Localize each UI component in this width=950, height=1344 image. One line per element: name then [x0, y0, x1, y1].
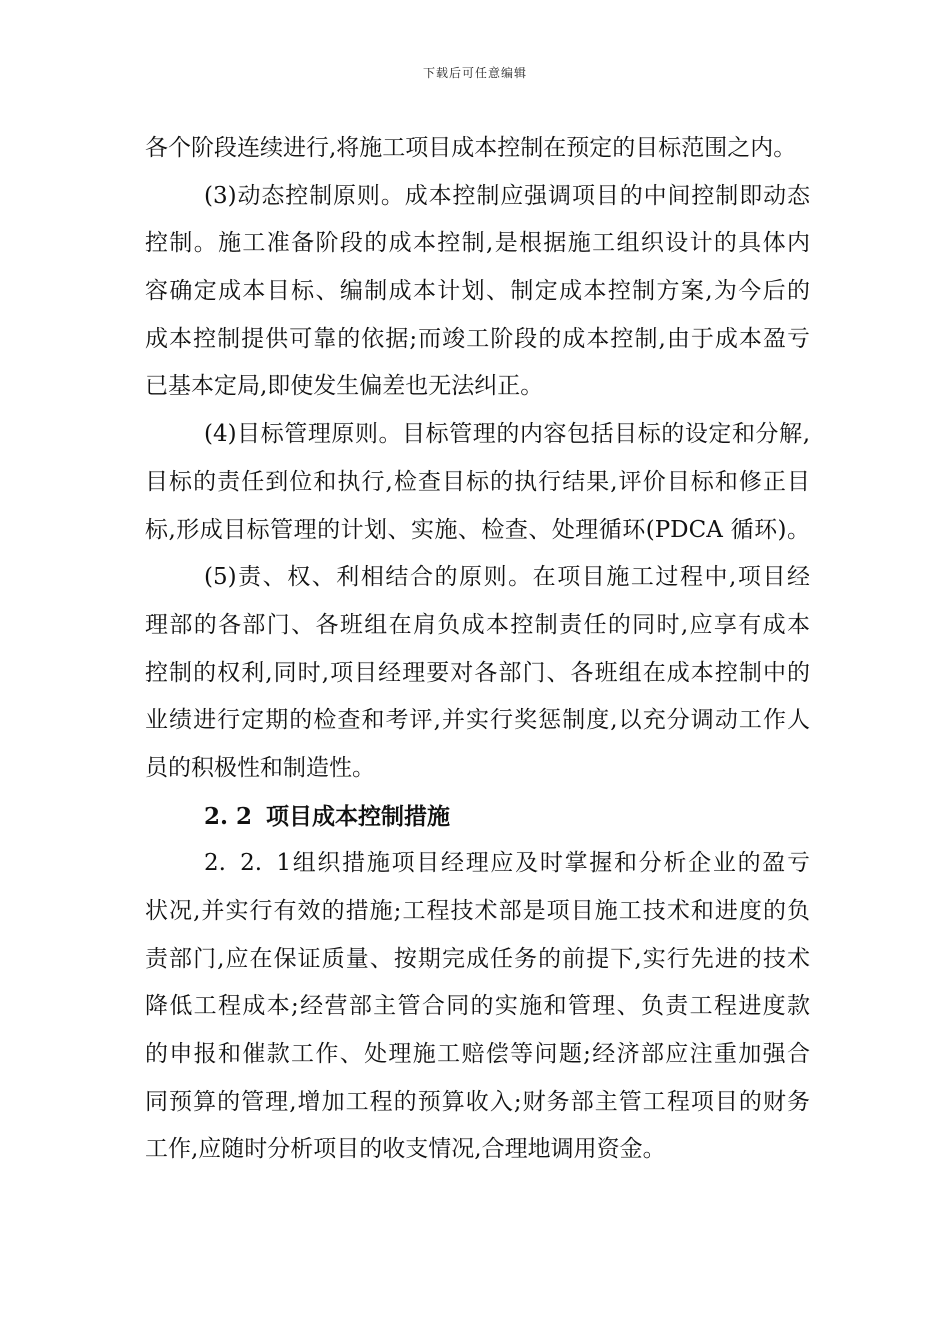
section-heading — [145, 793, 810, 841]
paragraph-line: 成本控制提供可靠的依据;而竣工阶段的成本控制,由于成本盈亏 — [145, 325, 810, 352]
paragraph-line: 目标的责任到位和执行,检查目标的执行结果,评价目标和修正目 — [145, 468, 810, 495]
paragraph-line: 控制的权利,同时,项目经理要对各部门、各班组在成本控制中的 — [145, 659, 810, 686]
paragraph-line: 责部门,应在保证质量、按期完成任务的前提下,实行先进的技术 — [145, 945, 810, 972]
paragraph-line: (4)目标管理原则。目标管理的内容包括目标的设定和分解, — [204, 421, 810, 448]
subsection-number: 2. 2. 1 — [204, 850, 291, 877]
section-title: 项目成本控制措施 — [266, 802, 450, 830]
paragraph-line: 各个阶段连续进行,将施工项目成本控制在预定的目标范围之内。 — [145, 135, 797, 161]
paragraph-line: 容确定成本目标、编制成本计划、制定成本控制方案,为今后的 — [145, 278, 810, 305]
paragraph-line: 控制。施工准备阶段的成本控制,是根据施工组织设计的具体内 — [145, 230, 810, 257]
subsection-first-line: 组织措施项目经理应及时掌握和分析企业的盈亏 — [291, 850, 810, 877]
paragraph-responsibility — [145, 554, 810, 792]
paragraph-dynamic-control — [145, 173, 810, 411]
paragraph-target-management — [145, 411, 810, 554]
paragraph-line: (3)动态控制原则。成本控制应强调项目的中间控制即动态 — [204, 182, 810, 209]
paragraph-line: 员的积极性和制造性。 — [145, 754, 375, 781]
paragraph-line — [145, 840, 810, 888]
paragraph-line: 的申报和催款工作、处理施工赔偿等问题;经济部应注重加强合 — [145, 1041, 810, 1068]
paragraph-line: 状况,并实行有效的措施;工程技术部是项目施工技术和进度的负 — [145, 898, 810, 924]
page-header: 下载后可任意编辑 — [422, 66, 527, 80]
paragraph-line: 降低工程成本;经营部主管合同的实施和管理、负责工程进度款 — [145, 993, 810, 1020]
paragraph-line: 业绩进行定期的检查和考评,并实行奖惩制度,以充分调动工作人 — [145, 707, 810, 734]
paragraph-line: 工作,应随时分析项目的收支情况,合理地调用资金。 — [145, 1136, 666, 1163]
paragraph-line: 标,形成目标管理的计划、实施、检查、处理循环(PDCA 循环)。 — [145, 516, 810, 543]
document-body — [145, 125, 810, 1174]
paragraph-organization-measures — [145, 840, 810, 1174]
paragraph-line: 理部的各部门、各班组在肩负成本控制责任的同时,应享有成本 — [145, 611, 810, 638]
paragraph-line: 同预算的管理,增加工程的预算收入;财务部主管工程项目的财务 — [145, 1088, 810, 1115]
section-number: 2. 2 — [204, 802, 253, 830]
paragraph-line: (5)责、权、利相结合的原则。在项目施工过程中,项目经 — [204, 564, 810, 591]
paragraph-line: 已基本定局,即使发生偏差也无法纠正。 — [145, 373, 544, 400]
